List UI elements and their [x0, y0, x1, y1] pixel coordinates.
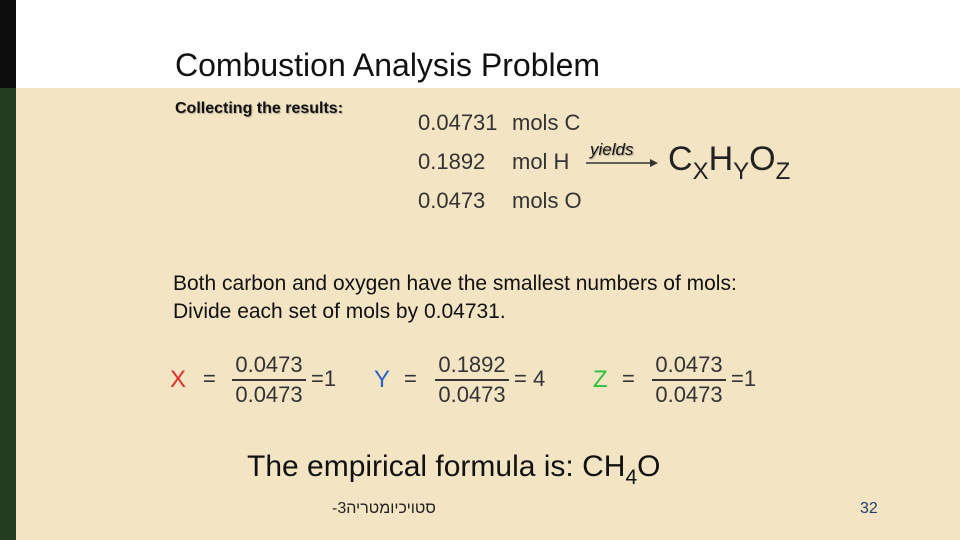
equation-x-denominator: 0.0473	[235, 381, 303, 407]
footer-text: סטויכיומטריה3-	[332, 500, 436, 517]
equation-z-fraction	[652, 352, 726, 408]
equation-y-variable: Y	[374, 366, 391, 393]
moles-hydrogen-unit: mol H	[512, 149, 570, 174]
equation-z	[593, 352, 773, 408]
equation-y-numerator: 0.1892	[438, 352, 506, 377]
formula-c: C	[668, 140, 693, 178]
left-accent-bar-bottom	[0, 88, 16, 540]
slide-subtitle: Collecting the results:	[175, 100, 344, 117]
moles-carbon-unit: mols C	[512, 110, 581, 135]
equation-z-equals-sign: =	[622, 366, 635, 391]
equation-z-denominator: 0.0473	[655, 381, 723, 407]
formula-x: X	[692, 158, 709, 185]
equation-y-result: = 4	[514, 366, 546, 391]
equation-y	[374, 352, 554, 408]
formula-h: H	[708, 140, 734, 178]
empirical-text: The empirical formula is: CH	[247, 450, 626, 483]
equation-x-result-value: 1	[323, 366, 337, 391]
equation-x	[170, 352, 350, 408]
equation-y-equals-sign: =	[404, 366, 417, 391]
moles-carbon-value: 0.04731	[418, 110, 498, 135]
left-accent-bar-top	[0, 0, 16, 88]
equation-y-result-value: 4	[532, 366, 546, 391]
yields-label: yields	[590, 140, 634, 159]
equation-z-variable: Z	[593, 366, 608, 393]
equation-y-denominator: 0.0473	[438, 381, 506, 407]
slide-title: Combustion Analysis Problem	[175, 47, 601, 83]
fraction-bar	[232, 379, 306, 381]
page-number: 32	[860, 500, 878, 517]
moles-hydrogen-value: 0.1892	[418, 149, 486, 174]
equation-x-result: =1	[311, 366, 337, 391]
equation-y-fraction	[435, 352, 509, 408]
equation-x-fraction	[232, 352, 306, 408]
fraction-bar	[652, 379, 726, 381]
equation-x-equals-sign: =	[203, 366, 216, 391]
formula-y: Y	[733, 158, 750, 185]
fraction-bar	[435, 379, 509, 381]
generic-formula	[668, 140, 790, 186]
equation-z-result-value: 1	[743, 366, 757, 391]
equation-z-numerator: 0.0473	[655, 352, 723, 377]
equation-x-numerator: 0.0473	[235, 352, 303, 377]
yields-arrow-icon	[586, 158, 658, 168]
moles-oxygen-unit: mols O	[512, 188, 582, 213]
explanation-text: Both carbon and oxygen have the smallest numbers of mols: Divide each set of mols by 0.04731.	[173, 272, 737, 323]
formula-o: O	[749, 140, 776, 178]
formula-z: Z	[775, 158, 791, 185]
empirical-end: O	[637, 450, 661, 483]
equation-x-variable: X	[170, 366, 187, 393]
equation-z-result: =1	[731, 366, 757, 391]
empirical-formula-conclusion	[247, 450, 660, 490]
empirical-subscript: 4	[625, 466, 638, 489]
moles-oxygen-value: 0.0473	[418, 188, 486, 213]
